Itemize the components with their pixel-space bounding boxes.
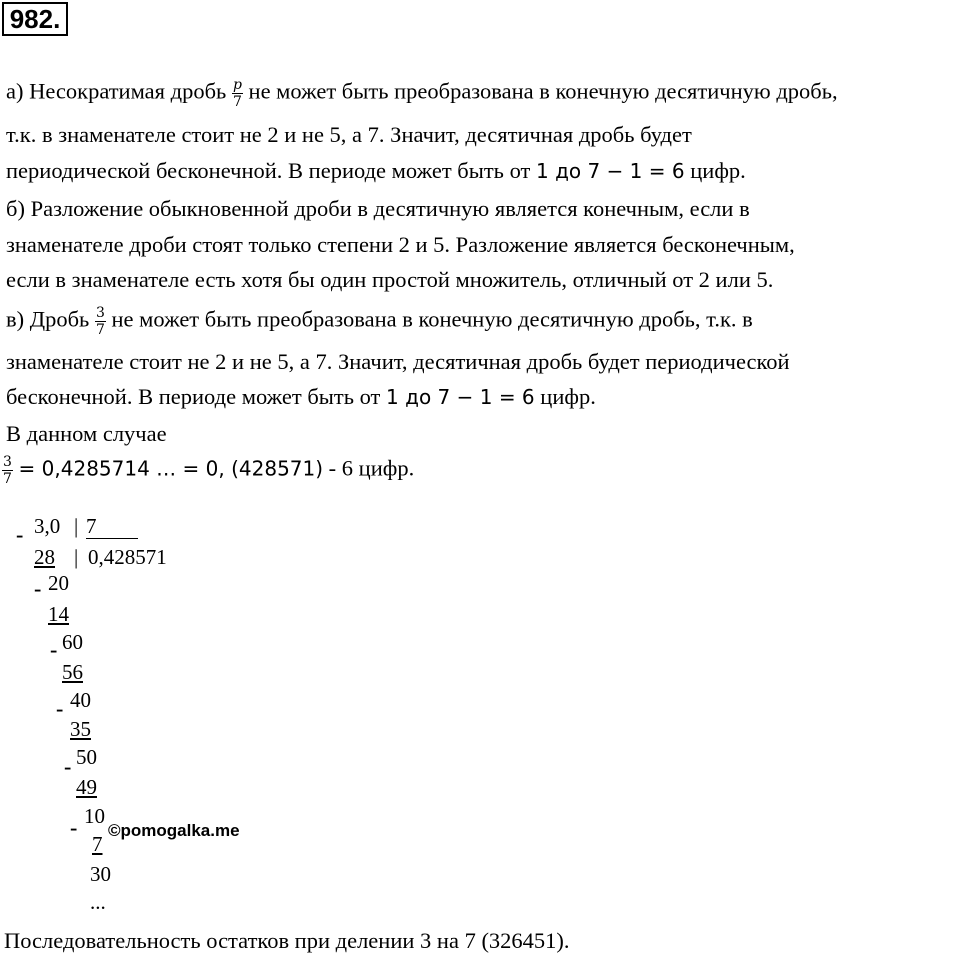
part-b-line-1: б) Разложение обыкновенной дроби в десятичную является конечным, если в [6,196,750,221]
part-v-line-3-text: бесконечной. В периоде может быть от [6,384,387,409]
step-subtrahend: 28 [34,545,55,569]
part-v-text-post: не может быть преобразована в конечную десятичную дробь, т.к. в [105,306,753,332]
fraction-p-7 [232,78,243,109]
part-v-text-pre: в) Дробь [6,306,95,332]
part-a-line-3-post: цифр. [684,158,746,183]
part-a-line-3-text: периодической бесконечной. В периоде может быть от [6,158,536,183]
fraction-numerator: 3 [95,305,105,321]
step-subtrahend: 14 [48,602,69,626]
fraction-3-7-result [2,455,13,486]
part-b-line-3: если в знаменателе есть хотя бы один простой множитель, отличный от 2 или 5. [6,267,774,292]
part-a-line-3 [6,158,746,184]
step-remainder: 10 [84,804,105,828]
step-remainder: 20 [48,571,69,595]
part-a-text-post: не может быть преобразована в конечную десятичную дробь, [242,78,838,104]
minus-sign: - [70,815,78,840]
fraction-numerator: 3 [3,454,12,470]
part-v-line-1 [6,306,753,337]
result-equation-math: = 0,4285714 … = 0, (428571) [18,456,324,481]
minus-sign: - [16,522,24,547]
watermark: ©pomogalka.me [108,821,240,840]
fraction-3-7 [95,306,106,337]
part-b-line-2: знаменателе дроби стоят только степени 2 и 5. Разложение является бесконечным, [6,232,795,257]
result-equation [2,455,414,486]
part-v-line-4: В данном случае [6,421,167,446]
part-v-line-2: знаменателе стоит не 2 и не 5, а 7. Значит, десятичная дробь будет периодической [6,349,790,374]
part-a-line-3-math: 1 до 7 − 1 = 6 [535,159,685,183]
conclusion: Последовательность остатков при делении 3 на 7 (326451). [4,928,570,953]
ellipsis: ... [90,890,106,914]
division-bar: | [74,514,79,538]
step-remainder: 50 [76,745,97,769]
result-equation-post: - 6 цифр. [323,455,415,481]
step-subtrahend: 56 [62,660,83,684]
division-bar: | [74,545,79,569]
part-a-text-pre: а) Несократимая дробь [6,78,232,104]
step-remainder: 40 [70,688,91,712]
step-remainder: 60 [62,630,83,654]
part-v-line-3-math: 1 до 7 − 1 = 6 [386,385,535,409]
problem-number: 982. [2,2,68,36]
step-subtrahend: 49 [76,775,97,799]
step-subtrahend: 35 [70,717,91,741]
fraction-denominator: 7 [232,94,242,110]
minus-sign: - [34,576,42,601]
part-v-line-3-post: цифр. [534,384,596,409]
part-a-line-1 [6,78,838,109]
minus-sign: - [56,696,64,721]
part-a-line-2: т.к. в знаменателе стоит не 2 и не 5, а 7. Значит, десятичная дробь будет [6,122,692,147]
divisor: 7 [86,514,138,539]
quotient: 0,428571 [88,545,167,569]
minus-sign: - [50,637,58,662]
fraction-denominator: 7 [3,471,12,487]
step-subtrahend: 7 [92,832,103,856]
minus-sign: - [64,754,72,779]
part-v-line-3 [6,384,596,410]
fraction-numerator: p [232,77,242,93]
step-remainder: 30 [90,862,111,886]
fraction-denominator: 7 [95,322,105,338]
dividend: 3,0 [34,514,61,538]
